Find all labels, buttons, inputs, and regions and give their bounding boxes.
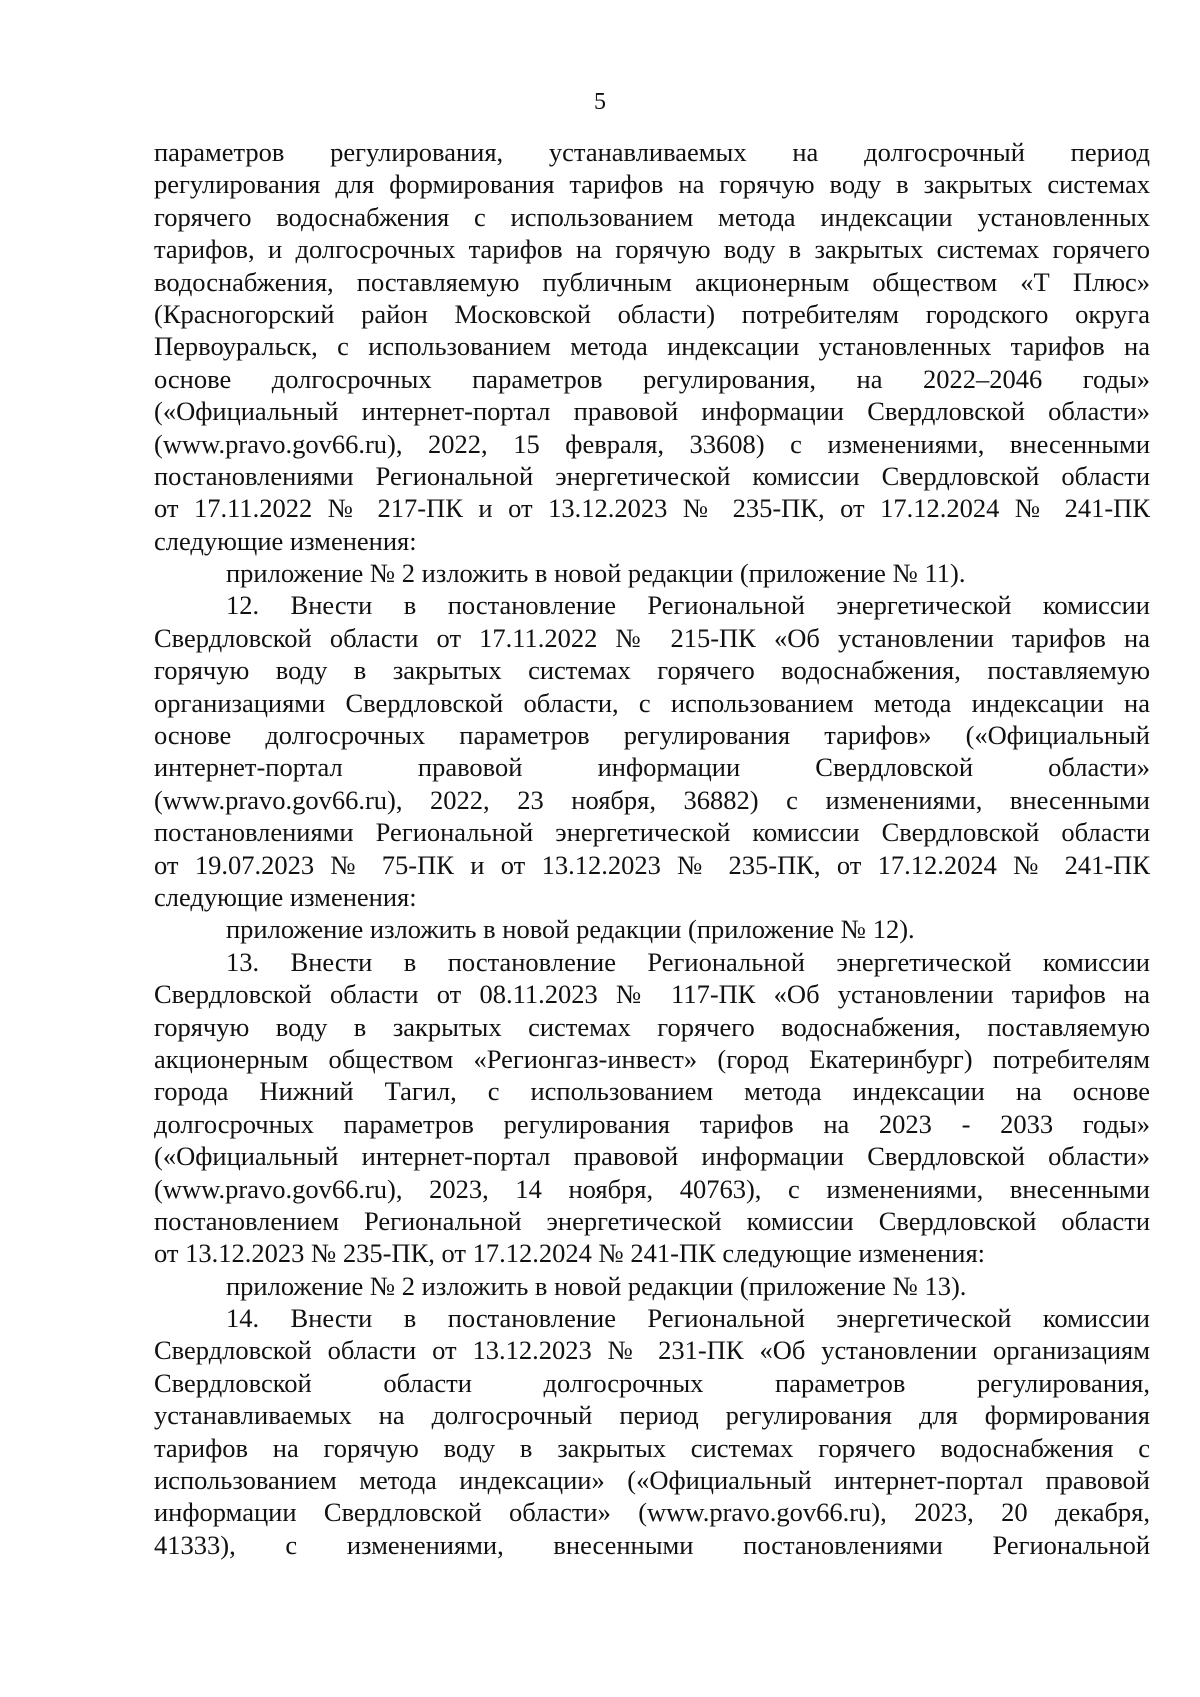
text-line: регулирования для формирования тарифов на горячую воду в закрытых системах xyxy=(154,169,1150,200)
text-line: 12. Внести в постановление Региональной энергетической комиссии xyxy=(226,590,1150,621)
text-line: (www.pravo.gov66.ru), 2023, 14 ноября, 40763), с изменениями, внесенными xyxy=(154,1173,1150,1204)
text-line: приложение № 2 изложить в новой редакции (приложение № 11). xyxy=(226,558,966,589)
text-line: 13. Внести в постановление Региональной энергетической комиссии xyxy=(226,946,1150,977)
text-line: от 17.11.2022 № 217-ПК и от 13.12.2023 № 235-ПК, от 17.12.2024 № 241-ПК xyxy=(154,493,1150,524)
body-text xyxy=(154,136,1150,1561)
text-line: 14. Внести в постановление Региональной энергетической комиссии xyxy=(226,1303,1150,1334)
text-line: Свердловской области долгосрочных параметров регулирования, xyxy=(154,1367,1150,1398)
text-line: Свердловской области от 17.11.2022 № 215-ПК «Об установлении тарифов на xyxy=(154,622,1150,653)
text-line: основе долгосрочных параметров регулирования, на 2022–2046 годы» xyxy=(154,363,1150,394)
text-line: информации Свердловской области» (www.pravo.gov66.ru), 2023, 20 декабря, xyxy=(154,1497,1150,1528)
text-line: 41333), с изменениями, внесенными постановлениями Региональной xyxy=(154,1529,1150,1560)
text-line: горячую воду в закрытых системах горячего водоснабжения, поставляемую xyxy=(154,655,1150,686)
text-line: параметров регулирования, устанавливаемых на долгосрочный период xyxy=(154,137,1150,167)
text-line: от 19.07.2023 № 75-ПК и от 13.12.2023 № 235-ПК, от 17.12.2024 № 241-ПК xyxy=(154,849,1150,880)
text-line: организациями Свердловской области, с использованием метода индексации на xyxy=(154,687,1150,718)
text-line: приложение изложить в новой редакции (приложение № 12). xyxy=(226,914,915,945)
text-line: постановлениями Региональной энергетической комиссии Свердловской области xyxy=(154,817,1150,848)
text-line: (www.pravo.gov66.ru), 2022, 15 февраля, 33608) с изменениями, внесенными xyxy=(154,428,1150,459)
text-line: следующие изменения: xyxy=(154,525,417,556)
text-line: горячего водоснабжения с использованием метода индексации установленных xyxy=(154,201,1150,232)
text-line: тарифов на горячую воду в закрытых системах горячего водоснабжения с xyxy=(154,1432,1150,1463)
text-line: («Официальный интернет-портал правовой информации Свердловской области» xyxy=(154,1141,1150,1172)
text-line: долгосрочных параметров регулирования тарифов на 2023 - 2033 годы» xyxy=(154,1108,1150,1139)
text-line: устанавливаемых на долгосрочный период регулирования для формирования xyxy=(154,1400,1150,1431)
text-line: (Красногорский район Московской области) потребителям городского округа xyxy=(154,298,1150,329)
page-number: 5 xyxy=(594,89,606,115)
text-line: горячую воду в закрытых системах горячего водоснабжения, поставляемую xyxy=(154,1011,1150,1042)
text-line: Свердловской области от 13.12.2023 № 231-ПК «Об установлении организациям xyxy=(154,1335,1150,1366)
text-line: Первоуральск, с использованием метода индексации установленных тарифов на xyxy=(154,331,1150,362)
text-line: использованием метода индексации» («Официальный интернет-портал правовой xyxy=(154,1465,1150,1496)
text-line: следующие изменения: xyxy=(154,881,417,912)
text-line: города Нижний Тагил, с использованием метода индексации на основе xyxy=(154,1076,1150,1107)
text-line: водоснабжения, поставляемую публичным акционерным обществом «Т Плюс» xyxy=(154,266,1150,297)
text-line: интернет-портал правовой информации Свердловской области» xyxy=(154,752,1150,783)
text-line: акционерным обществом «Регионгаз-инвест» (город Екатеринбург) потребителям xyxy=(154,1043,1150,1074)
text-line: («Официальный интернет-портал правовой информации Свердловской области» xyxy=(154,396,1150,427)
text-line: тарифов, и долгосрочных тарифов на горячую воду в закрытых системах горячего xyxy=(154,234,1150,265)
text-line: от 13.12.2023 № 235-ПК, от 17.12.2024 № 241-ПК следующие изменения: xyxy=(154,1238,985,1269)
text-line: основе долгосрочных параметров регулирования тарифов» («Официальный xyxy=(154,720,1150,751)
text-line: приложение № 2 изложить в новой редакции (приложение № 13). xyxy=(226,1270,967,1301)
text-line: Свердловской области от 08.11.2023 № 117-ПК «Об установлении тарифов на xyxy=(154,979,1150,1010)
text-line: постановлениями Региональной энергетической комиссии Свердловской области xyxy=(154,460,1150,491)
text-line: постановлением Региональной энергетической комиссии Свердловской области xyxy=(154,1205,1150,1236)
text-line: (www.pravo.gov66.ru), 2022, 23 ноября, 36882) с изменениями, внесенными xyxy=(154,784,1150,815)
